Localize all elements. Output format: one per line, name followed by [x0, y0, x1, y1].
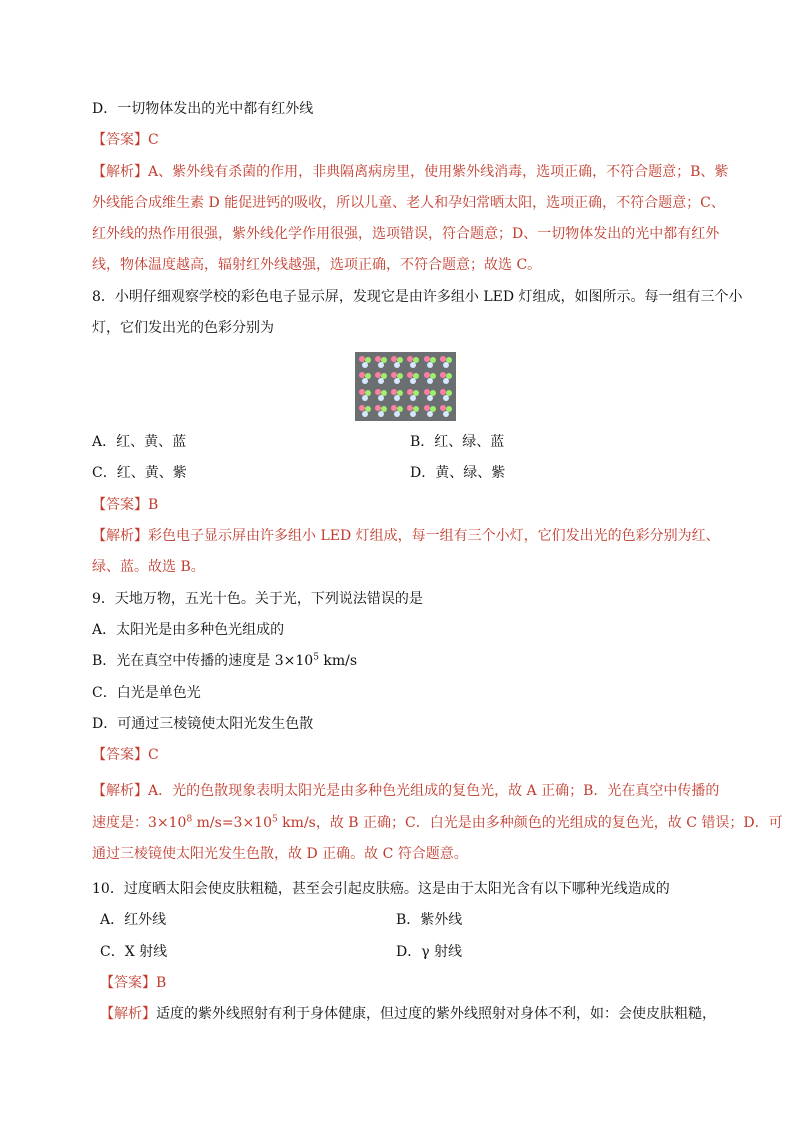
led-group — [405, 370, 421, 386]
q10-stem: 10．过度晒太阳会使皮肤粗糙，甚至会引起皮肤癌。这是由于太阳光含有以下哪种光线造成的 — [92, 881, 670, 897]
explanation-text: km/s，故 B 正确；C．白光是由多种颜色的光组成的复色光，故 C 错误；D．可 — [277, 815, 783, 831]
led-dot — [443, 411, 449, 417]
led-dot — [362, 378, 368, 384]
answer-tag: 【答案】 — [92, 497, 148, 513]
led-dot — [410, 411, 416, 417]
led-group — [357, 370, 373, 386]
led-display-image — [355, 352, 456, 421]
q8-option-b: B．红、绿、蓝 — [410, 434, 505, 450]
exponent: 5 — [272, 814, 278, 825]
led-group — [438, 403, 454, 419]
led-group — [357, 354, 373, 370]
q7-explanation-l4: 线，物体温度越高，辐射红外线越强，选项正确，不符合题意；故选 C。 — [92, 257, 542, 273]
led-dot — [394, 411, 400, 417]
q8-stem-l2: 灯，它们发出光的色彩分别为 — [92, 320, 274, 336]
q8-option-a: A．红、黄、蓝 — [92, 434, 187, 450]
led-dot — [394, 362, 400, 368]
led-dot — [378, 362, 384, 368]
led-group — [373, 387, 389, 403]
exponent: 5 — [313, 652, 319, 663]
led-group — [373, 370, 389, 386]
led-group — [422, 354, 438, 370]
led-dot — [362, 395, 368, 401]
q10-option-d: D．γ 射线 — [396, 944, 463, 960]
led-group — [422, 403, 438, 419]
exponent: 8 — [186, 814, 193, 825]
q10-explanation-l1 — [100, 1004, 716, 1024]
q7-explanation-l2: 外线能合成维生素 D 能促进钙的吸收，所以儿童、老人和孕妇常晒太阳，选项正确，不符合题意；C、 — [92, 195, 725, 211]
q9-option-c: C．白光是单色光 — [92, 685, 201, 701]
led-dot — [443, 378, 449, 384]
answer-value: C — [148, 747, 159, 763]
led-group — [438, 387, 454, 403]
q10-answer — [100, 973, 166, 993]
led-group — [389, 403, 405, 419]
led-group — [438, 370, 454, 386]
answer-value: B — [156, 975, 167, 991]
led-group — [389, 354, 405, 370]
explanation-text: 适度的紫外线照射有利于身体健康，但过度的紫外线照射对身体不利，如：会使皮肤粗糙， — [156, 1006, 716, 1022]
led-group — [405, 354, 421, 370]
led-group — [357, 387, 373, 403]
led-dot — [378, 378, 384, 384]
led-dot — [440, 389, 446, 395]
explanation-text: m/s=3×10 — [192, 815, 272, 831]
led-group — [438, 354, 454, 370]
q7-answer — [92, 130, 159, 150]
explanation-text: 彩色电子显示屏由许多组小 LED 灯组成，每一组有三个小灯，它们发出光的色彩分别为红、 — [148, 528, 720, 544]
led-dot — [427, 411, 433, 417]
q10-option-b: B．紫外线 — [396, 912, 463, 928]
explanation-tag: 【解析】 — [92, 783, 148, 799]
led-dot — [378, 395, 384, 401]
explanation-text: A．光的色散现象表明太阳光是由多种色光组成的复色光，故 A 正确；B．光在真空中传播的 — [148, 783, 720, 799]
led-group — [422, 387, 438, 403]
led-group — [422, 370, 438, 386]
led-dot — [443, 362, 449, 368]
led-group — [389, 370, 405, 386]
q9-explanation-l1 — [92, 781, 719, 801]
option-text: B．光在真空中传播的速度是 3×10 — [92, 653, 314, 669]
q9-answer — [92, 745, 159, 765]
led-group — [405, 403, 421, 419]
led-dot — [424, 405, 430, 411]
led-dot — [424, 389, 430, 395]
answer-tag: 【答案】 — [92, 132, 148, 148]
led-group — [405, 387, 421, 403]
q8-explanation-l1 — [92, 526, 720, 546]
led-group — [373, 403, 389, 419]
led-dot — [410, 362, 416, 368]
answer-tag: 【答案】 — [92, 747, 148, 763]
led-dot — [378, 411, 384, 417]
explanation-text: 速度是：3×10 — [92, 815, 187, 831]
explanation-tag: 【解析】 — [100, 1006, 156, 1022]
led-group — [373, 354, 389, 370]
q8-explanation-l2: 绿、蓝。故选 B。 — [92, 559, 205, 575]
q10-option-c: C．X 射线 — [100, 944, 168, 960]
led-dot — [362, 362, 368, 368]
q9-option-d: D．可通过三棱镜使太阳光发生色散 — [92, 716, 314, 732]
q9-stem: 9．天地万物，五光十色。关于光，下列说法错误的是 — [92, 591, 423, 607]
option-unit: km/s — [318, 653, 358, 669]
answer-value: C — [148, 132, 159, 148]
q9-option-b — [92, 651, 357, 671]
led-dot — [427, 362, 433, 368]
led-group — [389, 387, 405, 403]
explanation-text: A、紫外线有杀菌的作用，非典隔离病房里，使用紫外线消毒，选项正确，不符合题意；B、紫 — [148, 164, 729, 180]
explanation-tag: 【解析】 — [92, 164, 148, 180]
led-dot — [394, 378, 400, 384]
led-dot — [440, 405, 446, 411]
explanation-tag: 【解析】 — [92, 528, 148, 544]
q8-option-c: C．红、黄、紫 — [92, 465, 187, 481]
led-dot — [362, 411, 368, 417]
led-group — [357, 403, 373, 419]
answer-value: B — [148, 497, 159, 513]
led-dot — [427, 395, 433, 401]
q8-answer — [92, 495, 158, 515]
q7-explanation-l1 — [92, 162, 728, 182]
q9-option-a: A．太阳光是由多种色光组成的 — [92, 622, 285, 638]
led-dot — [443, 395, 449, 401]
q9-explanation-l2 — [92, 813, 783, 833]
led-dot — [394, 395, 400, 401]
q9-explanation-l3: 通过三棱镜使太阳光发生色散，故 D 正确。故 C 符合题意。 — [92, 846, 468, 862]
q7-option-d: D．一切物体发出的光中都有红外线 — [92, 101, 314, 117]
answer-tag: 【答案】 — [100, 975, 156, 991]
q8-option-d: D．黄、绿、紫 — [410, 465, 506, 481]
led-dot — [427, 378, 433, 384]
led-dot — [410, 378, 416, 384]
q10-option-a: A．红外线 — [100, 912, 167, 928]
q7-explanation-l3: 红外线的热作用很强，紫外线化学作用很强，选项错误，符合题意；D、一切物体发出的光中都有红外 — [92, 226, 720, 242]
q8-stem-l1: 8．小明仔细观察学校的彩色电子显示屏，发现它是由许多组小 LED 灯组成，如图所示。每一组有三个小 — [92, 289, 743, 305]
